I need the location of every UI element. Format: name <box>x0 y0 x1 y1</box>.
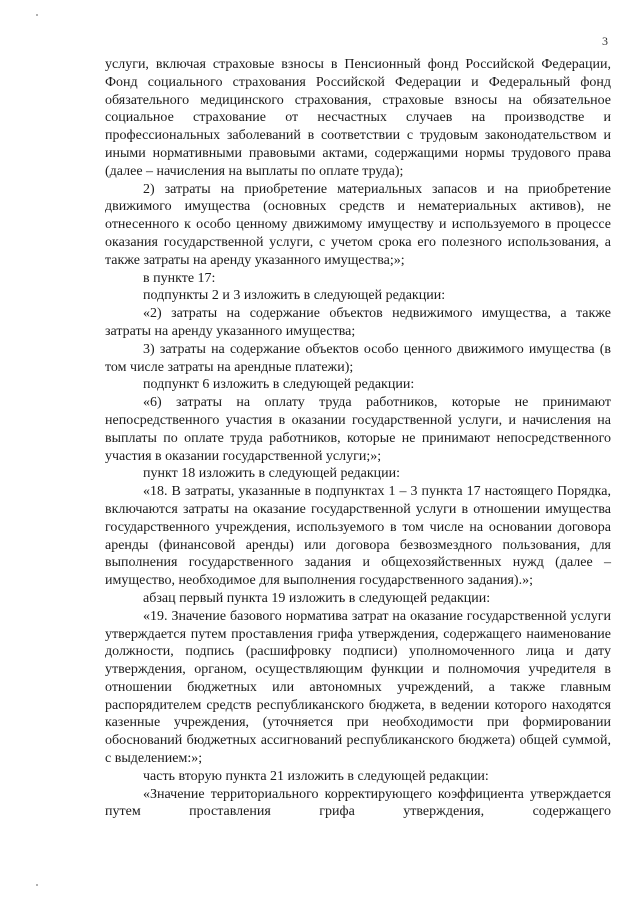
paragraph: подпункты 2 и 3 изложить в следующей редакции: <box>143 288 446 304</box>
paragraph: «18. В затраты, указанные в подпунктах 1 – 3 пункта 17 настоящего Порядка, включаются затраты на оказание государственной услуги в отношении имущества государственного учреждения, используемого в том числе на основании договора аренды (финансовой аренды) или договора безвозмездного пользования, для выполнения государственного задания и общехозяйственных нужд (далее – имущество, необходимое для выполнения государственного задания).»; <box>105 484 611 589</box>
paragraph: часть вторую пункта 21 изложить в следующей редакции: <box>143 768 489 784</box>
paragraph: 2) затраты на приобретение материальных запасов и на приобретение движимого имущества (основных средств и нематериальных активов), не отнесенного к особо ценному движимому имуществу и используемого в процессе оказания государственной услуги, с учетом срока его полезного использования, а также затраты на аренду указанного имущества;»; <box>105 181 611 268</box>
paragraph: «2) затраты на содержание объектов недвижимого имущества, а также затраты на аренду указанного имущества; <box>105 306 611 339</box>
paragraph: абзац первый пункта 19 изложить в следующей редакции: <box>143 590 491 606</box>
scan-speck <box>36 884 38 886</box>
paragraph: услуги, включая страховые взносы в Пенсионный фонд Российской Федерации, Фонд социального страхования Российской Федерации и Федеральный фонд обязательного медицинского страхования, страховые взносы на обязательное социальное страхование от несчастных случаев на производстве и профессиональных заболеваний в соответствии с трудовым законодательством и иными нормативными правовыми актами, содержащими нормы трудового права (далее – начисления на выплаты по оплате труда); <box>105 57 611 179</box>
paragraph: в пункте 17: <box>143 270 216 286</box>
page-number: 3 <box>602 34 608 48</box>
document-body <box>105 56 611 821</box>
scan-speck <box>36 14 38 16</box>
paragraph: «19. Значение базового норматива затрат на оказание государственной услуги утверждается путем проставления грифа утверждения, содержащего наименование должности, подпись (расшифровку подписи) уполномоченного лица и дату утверждения, органом, осуществляющим функции и полномочия учредителя в отношении бюджетных или автономных учреждений, а также главным распорядителем средств республиканского бюджета, в ведении которого находятся казенные учреждения, (уточняется при необходимости при формировании обоснований бюджетных ассигнований республиканского бюджета) общей суммой, с выделением:»; <box>105 608 611 767</box>
paragraph: подпункт 6 изложить в следующей редакции: <box>143 377 415 393</box>
paragraph: «Значение территориального корректирующего коэффициента утверждается путем проставления грифа утверждения, содержащего <box>105 786 611 820</box>
paragraph: 3) затраты на содержание объектов особо ценного движимого имущества (в том числе затраты на арендные платежи); <box>105 341 611 375</box>
paragraph: «6) затраты на оплату труда работников, которые не принимают непосредственного участия в оказании государственной услуги, и начисления на выплаты по оплате труда работников, которые не принимают непосредственного участия в оказании государственной услуги;»; <box>105 395 611 464</box>
paragraph: пункт 18 изложить в следующей редакции: <box>143 466 400 482</box>
